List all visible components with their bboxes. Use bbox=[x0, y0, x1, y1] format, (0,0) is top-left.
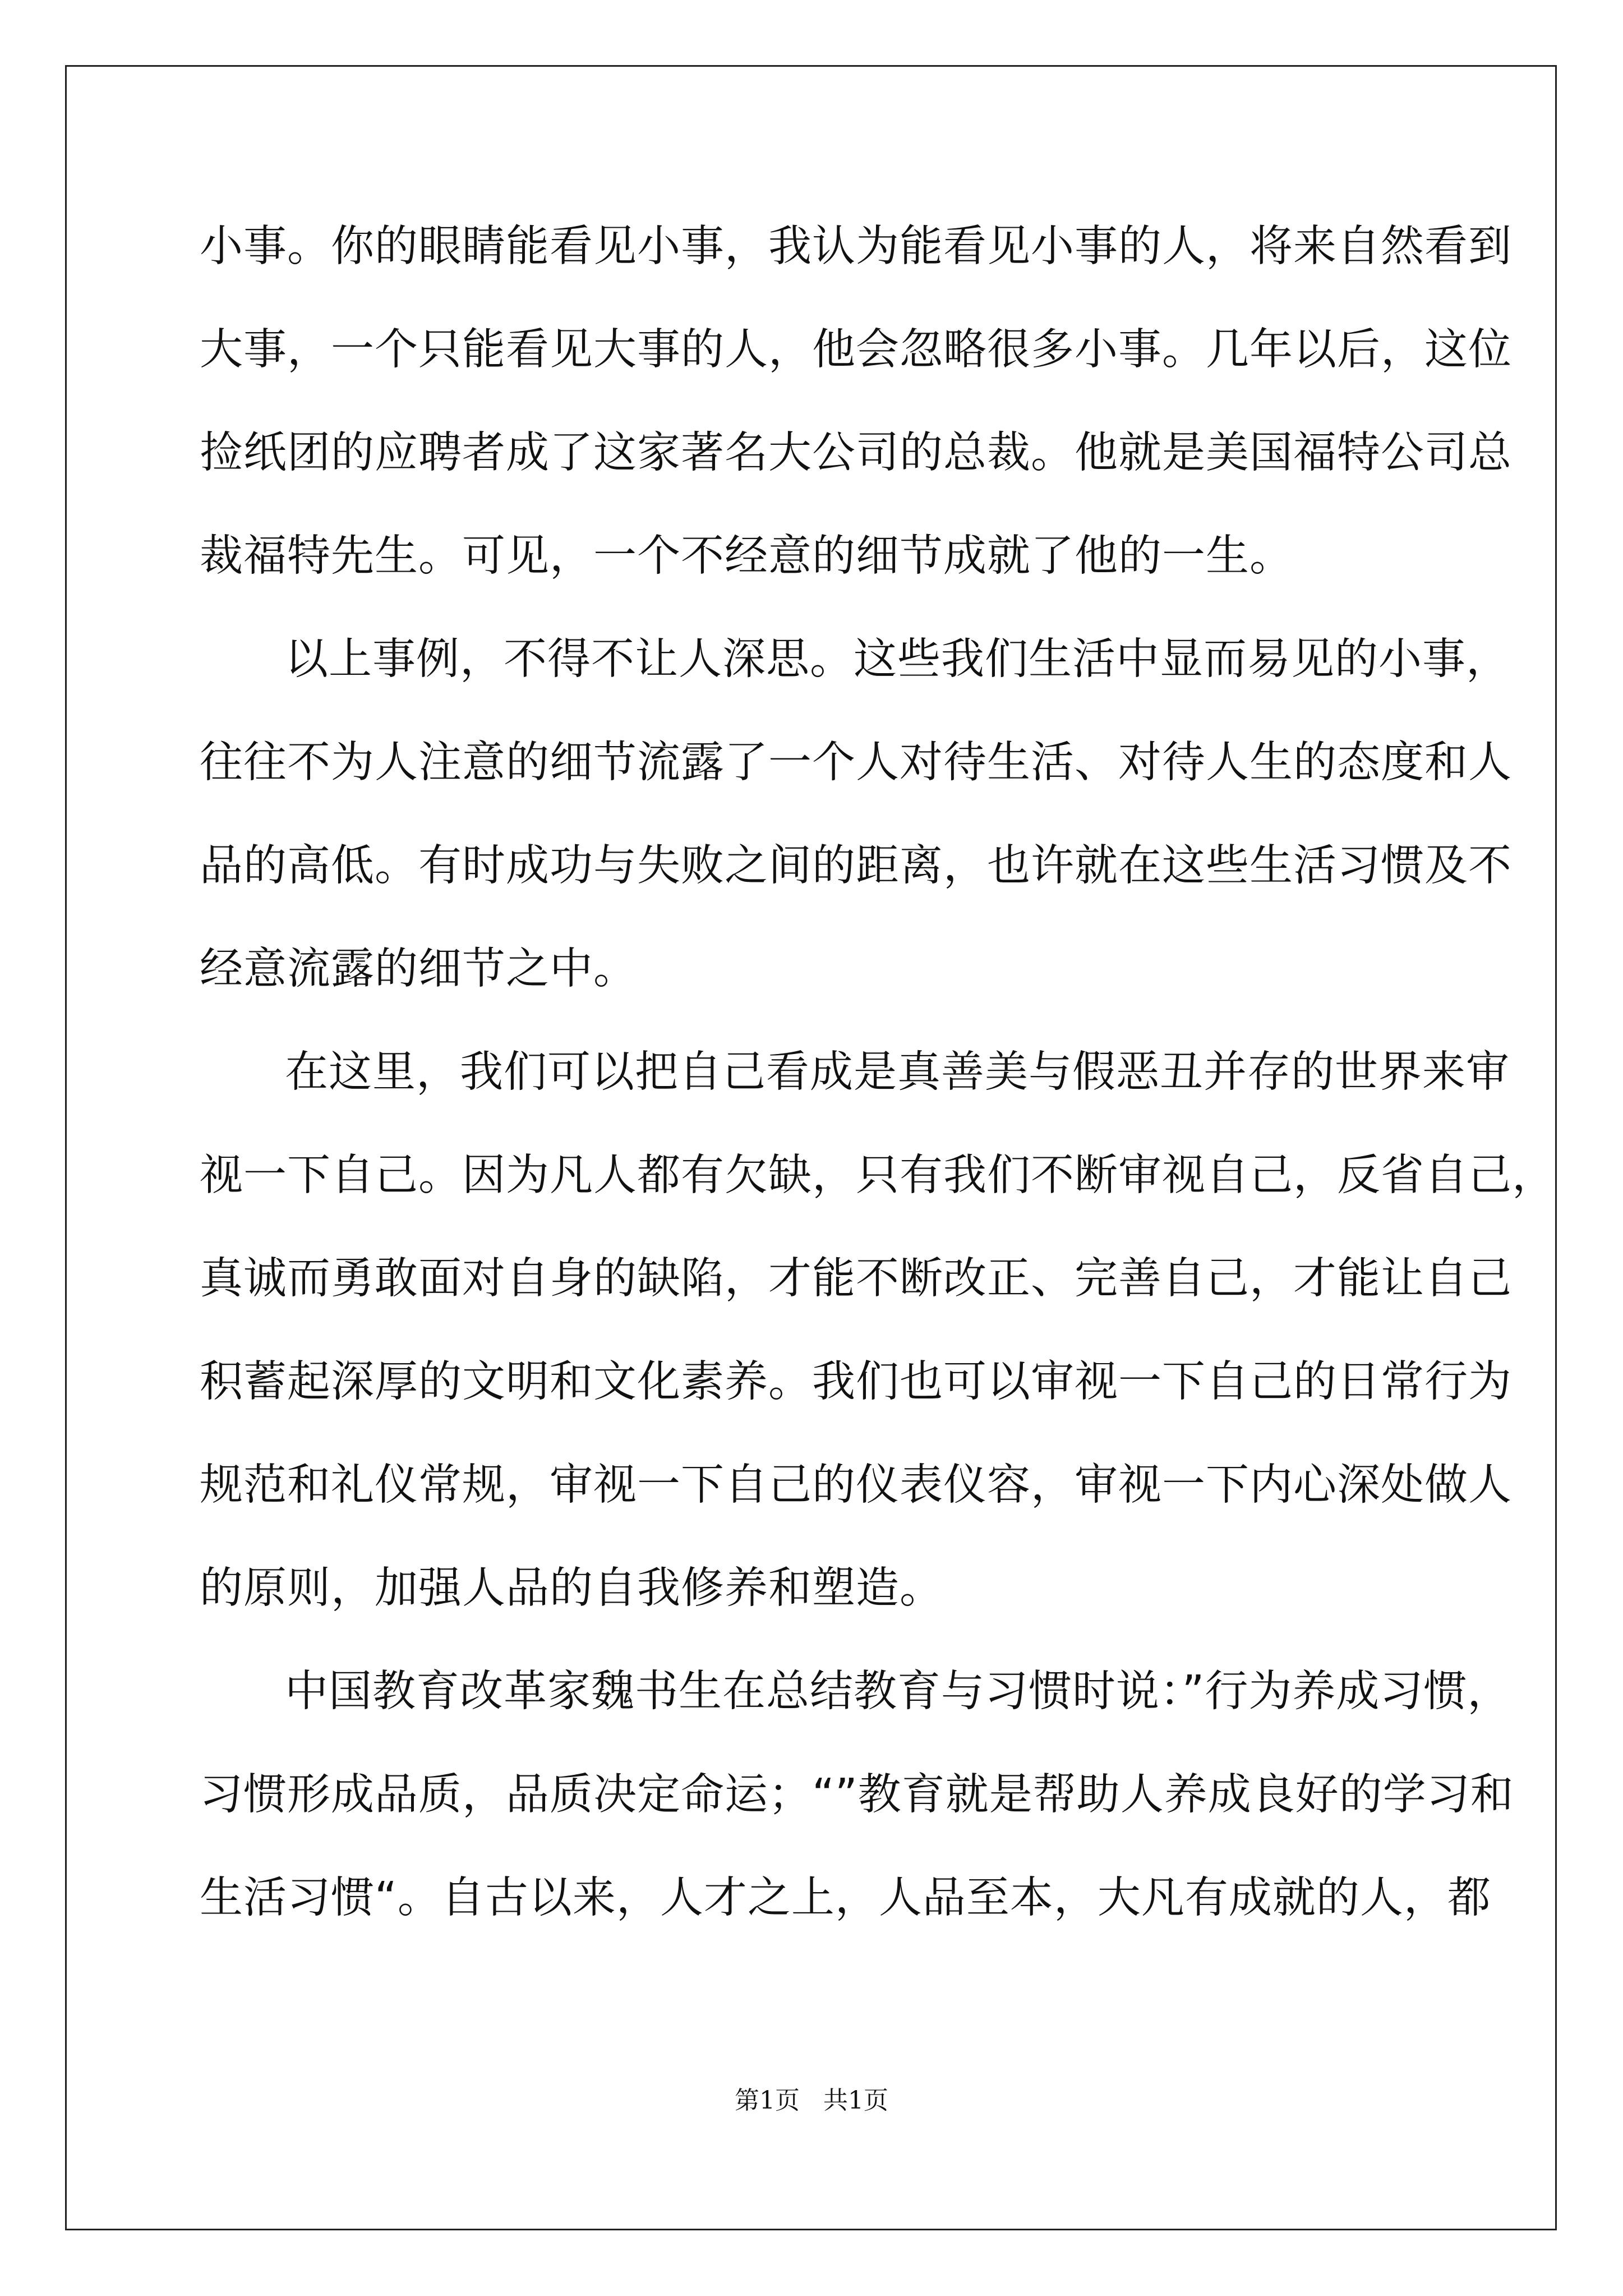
text-line: 规范和礼仪常规，审视一下自己的仪表仪容，审视一下内心深处做人 bbox=[200, 1460, 1512, 1510]
text-line: 往往不为人注意的细节流露了一个人对待生活、对待人生的态度和人 bbox=[200, 738, 1512, 788]
text-line: 生活习惯“。自古以来，人才之上，人品至本，大凡有成就的人，都 bbox=[200, 1873, 1491, 1923]
text-line: 视一下自己。因为凡人都有欠缺，只有我们不断审视自己，反省自己， bbox=[200, 1151, 1556, 1200]
text-line: 捡纸团的应聘者成了这家著名大公司的总裁。他就是美国福特公司总 bbox=[200, 428, 1512, 478]
text-line: 真诚而勇敢面对自身的缺陷，才能不断改正、完善自己，才能让自己 bbox=[200, 1254, 1512, 1304]
text-line: 大事，一个只能看见大事的人，他会忽略很多小事。几年以后，这位 bbox=[200, 325, 1512, 375]
page-number-footer: 第1页 共1页 bbox=[735, 2086, 888, 2115]
text-line: 的原则，加强人品的自我修养和塑造。 bbox=[200, 1563, 943, 1613]
text-line: 品的高低。有时成功与失败之间的距离，也许就在这些生活习惯及不 bbox=[200, 841, 1512, 891]
paragraph-start-line: 以上事例，不得不让人深思。这些我们生活中显而易见的小事， bbox=[285, 634, 1510, 684]
text-line: 小事。你的眼睛能看见小事，我认为能看见小事的人，将来自然看到 bbox=[200, 222, 1512, 272]
text-line: 裁福特先生。可见，一个不经意的细节成就了他的一生。 bbox=[200, 531, 1293, 581]
paragraph-start-line: 在这里，我们可以把自己看成是真善美与假恶丑并存的世界来审 bbox=[285, 1047, 1510, 1097]
text-line: 积蓄起深厚的文明和文化素养。我们也可以审视一下自己的日常行为 bbox=[200, 1357, 1512, 1407]
text-line: 习惯形成品质，品质决定命运；“”教育就是帮助人养成良好的学习和 bbox=[200, 1770, 1514, 1820]
text-line: 经意流露的细节之中。 bbox=[200, 944, 637, 994]
paragraph-start-line: 中国教育改革家魏书生在总结教育与习惯时说：”行为养成习惯， bbox=[285, 1667, 1511, 1717]
